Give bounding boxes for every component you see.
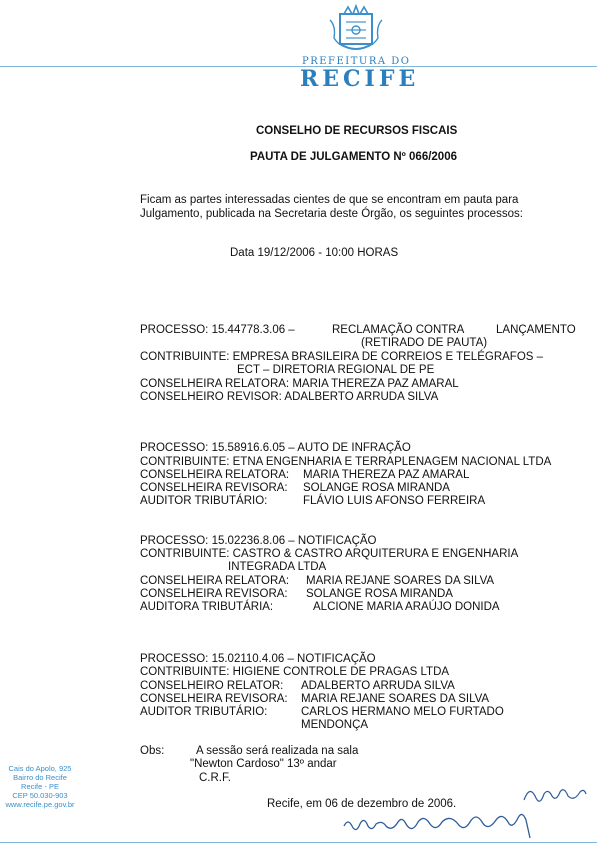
- process-3-line-4a: CONSELHEIRA RELATORA:: [140, 575, 290, 587]
- process-2-line-1: PROCESSO: 15.58916.6.05 – AUTO DE INFRAÇÃO: [140, 442, 411, 454]
- process-1-line-1b: RECLAMAÇÃO CONTRA: [332, 324, 465, 336]
- process-1-line-5: CONSELHEIRA RELATORA: MARIA THEREZA PAZ AMARAL: [140, 378, 459, 390]
- session-date: Data 19/12/2006 - 10:00 HORAS: [230, 247, 399, 259]
- intro-line-2: Julgamento, publicada na Secretaria deste Órgão, os seguintes processos:: [140, 208, 523, 220]
- process-2-line-5b: FLÁVIO LUIS AFONSO FERREIRA: [303, 495, 486, 507]
- header-line2: RECIFE: [300, 66, 420, 92]
- process-3-line-4b: MARIA REJANE SOARES DA SILVA: [306, 575, 495, 587]
- address-line-1: Cais do Apolo, 925: [8, 764, 72, 773]
- address-line-3: Recife - PE: [21, 782, 59, 791]
- process-4-line-3b: ADALBERTO ARRUDA SILVA: [301, 680, 455, 692]
- signoff: Recife, em 06 de dezembro de 2006.: [267, 798, 457, 810]
- document-title: CONSELHO DE RECURSOS FISCAIS: [256, 125, 458, 137]
- footer-rule: [0, 842, 597, 843]
- signature: [340, 804, 560, 844]
- process-2-line-2: CONTRIBUINTE: ETNA ENGENHARIA E TERRAPLENAGEM NACIONAL LTDA: [140, 456, 552, 468]
- process-4-line-4a: CONSELHEIRA REVISORA:: [140, 693, 288, 705]
- process-2-line-5a: AUDITOR TRIBUTÁRIO:: [140, 495, 268, 507]
- obs-label: Obs:: [140, 745, 165, 757]
- intro-line-1: Ficam as partes interessadas cientes de que se encontram em pauta para: [140, 194, 519, 206]
- process-1-line-1a: PROCESSO: 15.44778.3.06 –: [140, 324, 295, 336]
- header-line1: PREFEITURA DO: [302, 56, 411, 67]
- process-4-line-6: MENDONÇA: [301, 719, 369, 731]
- header-rule: [0, 66, 597, 67]
- process-1-line-6: CONSELHEIRO REVISOR: ADALBERTO ARRUDA SILVA: [140, 391, 439, 403]
- address-line-5: www.recife.pe.gov.br: [5, 800, 75, 809]
- process-4-line-1: PROCESSO: 15.02110.4.06 – NOTIFICAÇÃO: [140, 653, 376, 665]
- process-4-line-2: CONTRIBUINTE: HIGIENE CONTROLE DE PRAGAS LTDA: [140, 666, 450, 678]
- process-1-line-4: ECT – DIRETORIA REGIONAL DE PE: [237, 364, 435, 376]
- process-1-line-2: (RETIRADO DE PAUTA): [361, 337, 488, 349]
- process-4-line-3a: CONSELHEIRO RELATOR:: [140, 680, 284, 692]
- process-4-line-4b: MARIA REJANE SOARES DA SILVA: [301, 693, 490, 705]
- process-4-line-5a: AUDITOR TRIBUTÁRIO:: [140, 706, 268, 718]
- process-4-line-5b: CARLOS HERMANO MELO FURTADO: [301, 706, 504, 718]
- process-2-line-3b: MARIA THEREZA PAZ AMARAL: [303, 469, 470, 481]
- process-3-line-6a: AUDITORA TRIBUTÁRIA:: [140, 601, 274, 613]
- agenda-number: PAUTA DE JULGAMENTO Nº 066/2006: [250, 151, 457, 163]
- process-1-line-3: CONTRIBUINTE: EMPRESA BRASILEIRA DE CORREIOS E TELÉGRAFOS –: [140, 351, 544, 363]
- obs-line-2: "Newton Cardoso" 13º andar: [190, 758, 337, 770]
- address-line-2: Bairro do Recife: [13, 773, 67, 782]
- process-2-line-4a: CONSELHEIRA REVISORA:: [140, 482, 288, 494]
- address-line-4: CEP 50.030-903: [12, 791, 68, 800]
- process-3-line-5b: SOLANGE ROSA MIRANDA: [306, 588, 453, 600]
- process-3-line-1: PROCESSO: 15.02236.8.06 – NOTIFICAÇÃO: [140, 535, 377, 547]
- obs-line-1: A sessão será realizada na sala: [196, 745, 359, 757]
- process-3-line-2: CONTRIBUINTE: CASTRO & CASTRO ARQUITERURA E ENGENHARIA: [140, 548, 519, 560]
- process-2-line-4b: SOLANGE ROSA MIRANDA: [303, 482, 450, 494]
- process-3-line-6b: ALCIONE MARIA ARAÚJO DONIDA: [313, 601, 500, 613]
- city-coat-of-arms-logo: [326, 4, 386, 54]
- process-3-line-5a: CONSELHEIRA REVISORA:: [140, 588, 288, 600]
- process-1-line-1c: LANÇAMENTO: [496, 324, 576, 336]
- process-2-line-3a: CONSELHEIRA RELATORA:: [140, 469, 290, 481]
- obs-line-3: C.R.F.: [199, 772, 231, 784]
- process-3-line-3: INTEGRADA LTDA: [228, 561, 327, 573]
